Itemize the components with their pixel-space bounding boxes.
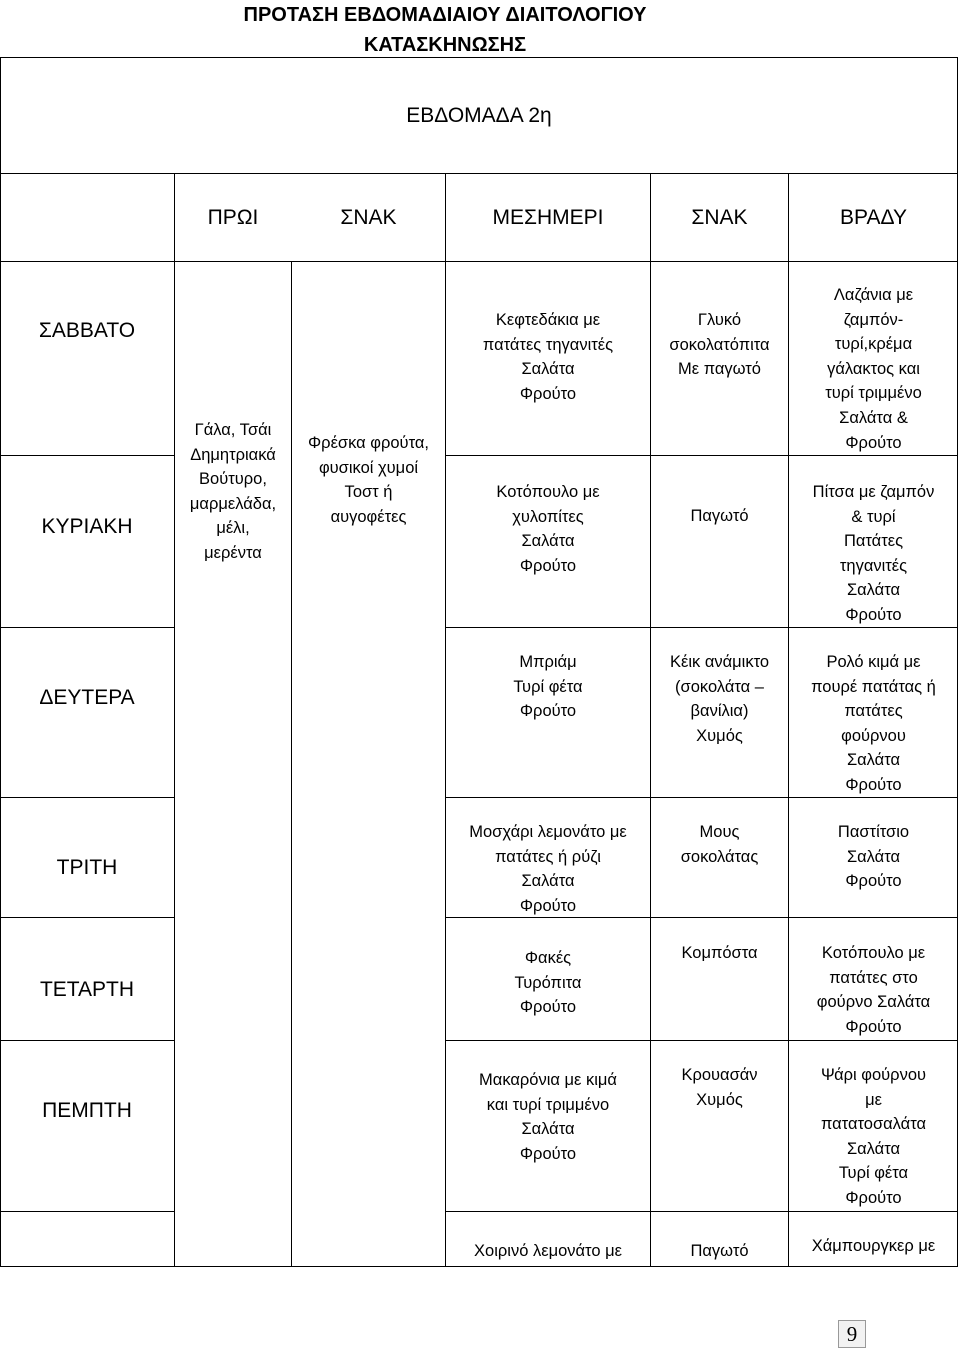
afternoon-snack-cell: Γλυκό σοκολατόπιτα Με παγωτό (669, 311, 770, 379)
column-header-lunch: ΜΕΣΗΜΕΡΙ (492, 205, 604, 229)
day-name: ΤΕΤΑΡΤΗ (39, 978, 135, 1001)
lunch-cell: Χοιρινό λεμονάτο με (474, 1242, 622, 1260)
afternoon-snack-cell: Μους σοκολάτας (680, 823, 759, 866)
dinner-cell: Ρολό κιμά με πουρέ πατάτας ή πατάτες φούρνου Σαλάτα Φρούτο (811, 653, 936, 794)
afternoon-snack-cell: Κομπόστα (681, 944, 758, 962)
dinner-cell: Ψάρι φούρνου με πατατοσαλάτα Σαλάτα Τυρί φέτα Φρούτο (820, 1066, 927, 1207)
lunch-cell: Μπριάμ Τυρί φέτα Φρούτο (513, 653, 583, 721)
document-title (0, 0, 890, 60)
morning-snack-cell: Φρέσκα φρούτα, φυσικοί χυμοί Τοστ ή αυγοφέτες (308, 434, 429, 526)
page-number: 9 (838, 1320, 866, 1348)
week-heading: ΕΒΔΟΜΑΔΑ 2η (406, 103, 552, 127)
day-name: ΚΥΡΙΑΚΗ (41, 515, 133, 538)
dinner-cell: Παστίτσιο Σαλάτα Φρούτο (837, 823, 910, 891)
lunch-cell: Φακές Τυρόπιτα Φρούτο (514, 949, 582, 1017)
column-header-breakfast: ΠΡΩΙ (207, 205, 259, 229)
afternoon-snack-cell: Παγωτό (690, 1242, 749, 1260)
day-name: ΣΑΒΒΑΤΟ (38, 319, 136, 342)
column-header-snack-2: ΣΝΑΚ (691, 205, 748, 229)
afternoon-snack-cell: Παγωτό (690, 507, 749, 525)
title-line-1: ΠΡΟΤΑΣΗ ΕΒΔΟΜΑΔΙΑΙΟΥ ΔΙΑΙΤΟΛΟΓΙΟΥ (243, 4, 647, 26)
column-header-dinner: ΒΡΑΔΥ (840, 205, 907, 229)
breakfast-cell: Γάλα, Τσάι Δημητριακά Βούτυρο, μαρμελάδα, μέλι, μερέντα (189, 421, 277, 562)
dinner-cell: Λαζάνια με ζαμπόν- τυρί,κρέμα γάλακτος και τυρί τριμμένο Σαλάτα & Φρούτο (825, 286, 922, 452)
lunch-cell: Μοσχάρι λεμονάτο με πατάτες ή ρύζι Σαλάτα Φρούτο (469, 823, 627, 915)
day-name: ΔΕΥΤΕΡΑ (39, 686, 135, 709)
afternoon-snack-cell: Κρουασάν Χυμός (681, 1066, 758, 1109)
title-line-2: ΚΑΤΑΣΚΗΝΩΣΗΣ (363, 34, 527, 56)
dinner-cell: Χάμπουργκερ με (811, 1237, 936, 1255)
day-name: ΤΡΙΤΗ (56, 856, 118, 879)
column-header-snack: ΣΝΑΚ (340, 205, 397, 229)
dinner-cell: Πίτσα με ζαμπόν & τυρί Πατάτες τηγανιτές Σαλάτα Φρούτο (812, 483, 935, 624)
lunch-cell: Μακαρόνια με κιμά και τυρί τριμμένο Σαλάτα Φρούτο (479, 1071, 617, 1163)
lunch-cell: Κοτόπουλο με χυλοπίτες Σαλάτα Φρούτο (496, 483, 600, 575)
day-name: ΠΕΜΠΤΗ (42, 1099, 132, 1122)
afternoon-snack-cell: Κέικ ανάμικτο (σοκολάτα – βανίλια) Χυμός (669, 653, 770, 745)
dinner-cell: Κοτόπουλο με πατάτες στο φούρνο Σαλάτα Φρούτο (816, 944, 931, 1036)
lunch-cell: Κεφτεδάκια με πατάτες τηγανιτές Σαλάτα Φρούτο (482, 311, 614, 403)
